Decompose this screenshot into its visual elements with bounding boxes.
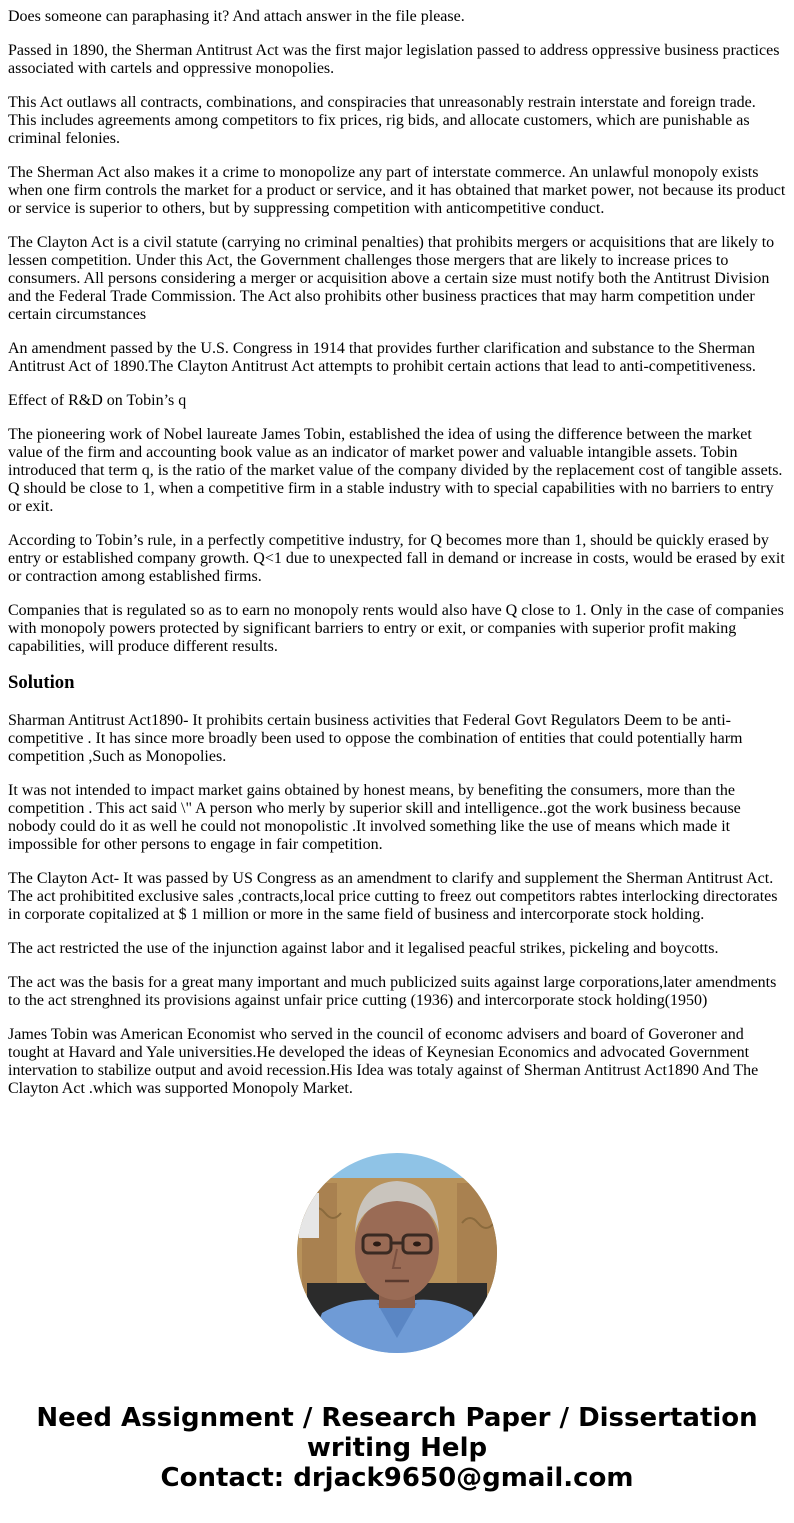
promo-banner	[0, 1403, 794, 1493]
solution-paragraph: The act was the basis for a great many important and much publicized suits against large corporations,later amendments to the act strenghned its provisions against unfair price cutting (1936) and intercorporate stock holding(1950)	[8, 974, 777, 1009]
question-paragraph: Passed in 1890, the Sherman Antitrust Act was the first major legislation passed to address oppressive business practices associated with cartels and oppressive monopolies.	[8, 42, 780, 77]
question-prompt: Does someone can paraphasing it? And attach answer in the file please.	[8, 8, 465, 25]
avatar	[297, 1153, 497, 1353]
question-paragraph: This Act outlaws all contracts, combinations, and conspiracies that unreasonably restrain interstate and foreign trade. This includes agreements among competitors to fix prices, rig bids, and allocate customers, which are punishable as criminal felonies.	[8, 94, 756, 147]
solution-paragraph: Sharman Antitrust Act1890- It prohibits certain business activities that Federal Govt Regulators Deem to be anti-competitive . It has since more broadly been used to oppose the combination of entities that could potentially harm competition ,Such as Monopolies.	[8, 712, 743, 765]
question-paragraph: The pioneering work of Nobel laureate James Tobin, established the idea of using the difference between the market value of the firm and accounting book value as an indicator of market power and valuable intangible assets. Tobin introduced that term q, is the ratio of the market value of the company divided by the replacement cost of tangible assets. Q should be close to 1, when a competitive firm in a stable industry with to special capabilities with no barriers to entry or exit.	[8, 426, 783, 515]
question-paragraph: The Sherman Act also makes it a crime to monopolize any part of interstate commerce. An unlawful monopoly exists when one firm controls the market for a product or service, and it has obtained that market power, not because its product or service is superior to others, but by suppressing competition with anticompetitive conduct.	[8, 164, 786, 217]
question-paragraph: An amendment passed by the U.S. Congress in 1914 that provides further clarification and substance to the Sherman Antitrust Act of 1890.The Clayton Antitrust Act attempts to prohibit certain actions that lead to anti-competitiveness.	[8, 340, 756, 375]
question-subheading: Effect of R&D on Tobin’s q	[8, 392, 187, 409]
solution-paragraph: The act restricted the use of the injunction against labor and it legalised peacful strikes, pickeling and boycotts.	[8, 940, 719, 957]
promo-line-1: Need Assignment / Research Paper / Dissertation	[36, 1403, 758, 1433]
question-paragraph: According to Tobin’s rule, in a perfectly competitive industry, for Q becomes more than 1, should be quickly erased by entry or established company growth. Q<1 due to unexpected fall in demand or increase in costs, would be erased by exit or contraction among established firms.	[8, 532, 785, 585]
solution-paragraph: James Tobin was American Economist who served in the council of economc advisers and board of Goveroner and tought at Havard and Yale universities.He developed the ideas of Keynesian Economics and advocated Government intervation to stabilize output and avoid recession.His Idea was totaly against of Sherman Antitrust Act1890 And The Clayton Act .which was supported Monopoly Market.	[8, 1026, 759, 1097]
solution-paragraph: The Clayton Act- It was passed by US Congress as an amendment to clarify and supplement the Sherman Antitrust Act. The act prohibitited exclusive sales ,contracts,local price cutting to freez out competitors rabtes interlocking directorates in corporate copitalized at $ 1 million or more in the same field of business and intercorporate stock holding.	[8, 870, 778, 923]
question-paragraph: Companies that is regulated so as to earn no monopoly rents would also have Q close to 1. Only in the case of companies with monopoly powers protected by significant barriers to entry or exit, or companies with superior profit making capabilities, will produce different results.	[8, 602, 784, 655]
promo-line-2: writing Help	[306, 1433, 488, 1463]
question-paragraph: The Clayton Act is a civil statute (carrying no criminal penalties) that prohibits mergers or acquisitions that are likely to lessen competition. Under this Act, the Government challenges those mergers that are likely to increase prices to consumers. All persons considering a merger or acquisition above a certain size must notify both the Antitrust Division and the Federal Trade Commission. The Act also prohibits other business practices that may harm competition under certain circumstances	[8, 234, 775, 323]
solution-heading: Solution	[8, 672, 75, 693]
person-portrait-icon	[297, 1153, 497, 1353]
promo-contact: Contact: drjack9650@gmail.com	[160, 1463, 634, 1493]
solution-paragraph: It was not intended to impact market gains obtained by honest means, by benefiting the consumers, more than the competition . This act said \" A person who merly by superior skill and intelligence..got the work business because nobody could do it as well he could not monopolistic .It involved something like the use of means which made it impossible for other persons to engage in fair competition.	[8, 782, 741, 853]
